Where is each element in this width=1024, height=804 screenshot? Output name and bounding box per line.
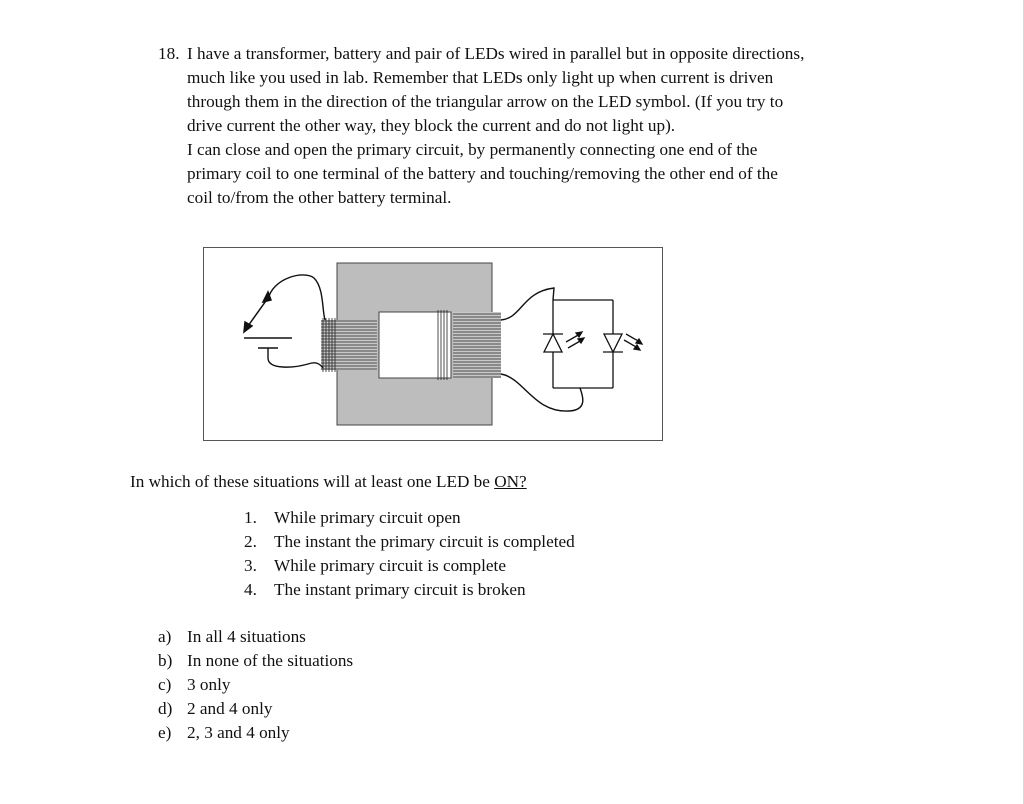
question-text — [158, 42, 878, 210]
answer-choice-c: c) 3 only — [158, 675, 231, 694]
battery-symbol — [244, 338, 292, 348]
switch-arrow — [244, 292, 271, 332]
primary-wire-top — [268, 275, 325, 320]
situation-item: 1. While primary circuit open — [244, 508, 461, 527]
situation-item: 3. While primary circuit is complete — [244, 556, 506, 575]
answer-choice-d: d) 2 and 4 only — [158, 699, 273, 718]
primary-wire-bottom — [268, 348, 323, 368]
transformer-circuit-diagram — [203, 247, 663, 441]
answer-choice-a: a) In all 4 situations — [158, 627, 306, 646]
question-line-3: through them in the direction of the triangular arrow on the LED symbol. (If you try to — [187, 92, 784, 111]
question-number: 18. — [158, 44, 180, 63]
situations-list — [244, 506, 575, 602]
question-line-4: drive current the other way, they block the current and do not light up). — [187, 116, 676, 135]
answer-choice-b: b) In none of the situations — [158, 651, 354, 670]
led-left — [543, 332, 584, 352]
answer-choice-e: e) 2, 3 and 4 only — [158, 723, 290, 742]
question-line-2: much like you used in lab. Remember that LEDs only light up when current is driven — [187, 68, 774, 87]
primary-coil — [321, 318, 377, 372]
core-window — [379, 312, 451, 378]
situation-item: 2. The instant the primary circuit is completed — [244, 532, 575, 551]
question-line-5: I can close and open the primary circuit, by permanently connecting one end of the — [187, 140, 758, 159]
question-prompt: In which of these situations will at least one LED be ON? — [130, 472, 527, 491]
prompt-emphasis: ON? — [494, 472, 527, 491]
secondary-wire-bottom — [501, 374, 583, 411]
secondary-wire-top — [501, 288, 554, 320]
situation-item: 4. The instant primary circuit is broken — [244, 580, 526, 599]
question-line-1: 18. I have a transformer, battery and pair of LEDs wired in parallel but in opposite directions, — [158, 42, 878, 66]
led-parallel-branches — [553, 300, 613, 388]
answer-choices — [158, 625, 353, 745]
led-right — [603, 334, 642, 352]
question-line-7: coil to/from the other battery terminal. — [187, 188, 452, 207]
question-line-6: primary coil to one terminal of the battery and touching/removing the other end of the — [187, 164, 778, 183]
